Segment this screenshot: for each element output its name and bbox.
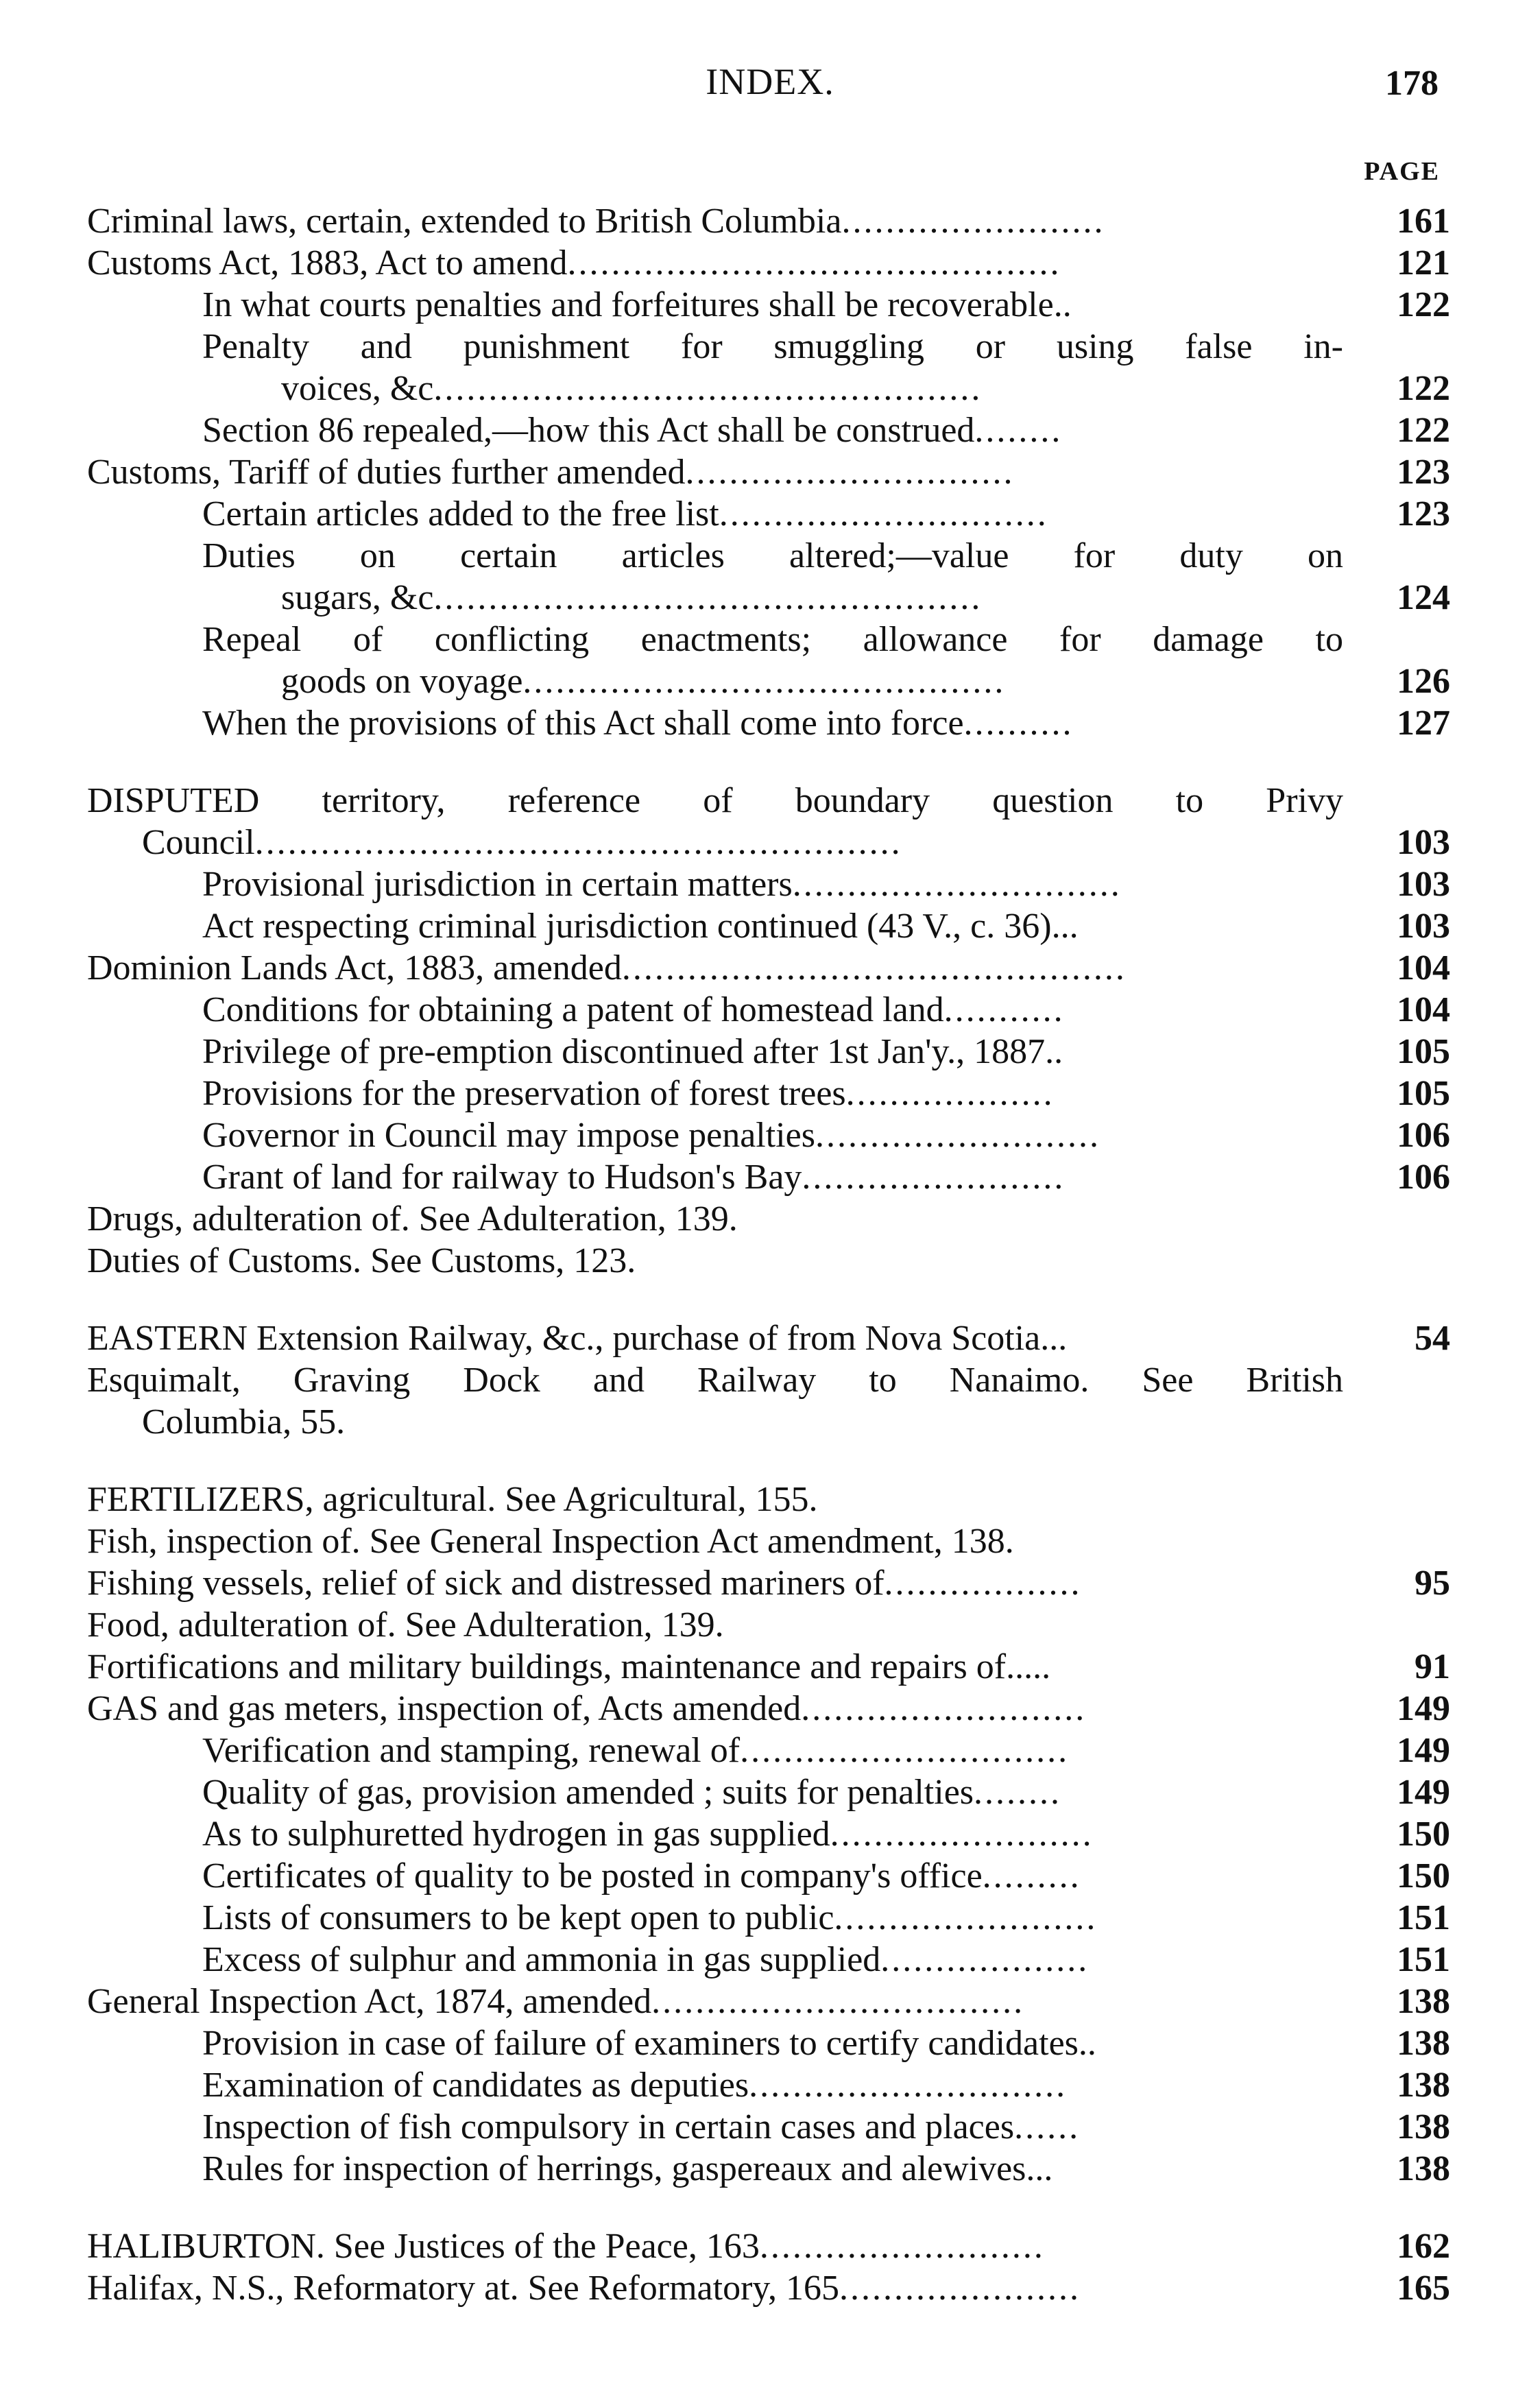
entry-line: Excess of sulphur and ammonia in gas supplied................... xyxy=(202,1940,1090,1979)
index-entry xyxy=(72,1198,1450,1240)
entry-page-number: 54 xyxy=(1415,1319,1450,1358)
entry-text xyxy=(72,284,1343,326)
index-entry xyxy=(72,2267,1450,2309)
entry-line: Duties on certain articles altered;—value for duty on xyxy=(202,536,1343,575)
entry-text xyxy=(72,1240,1343,1282)
entry-line: Duties of Customs. See Customs, 123. xyxy=(87,1241,636,1280)
entry-page-number: 123 xyxy=(1397,494,1450,534)
index-entry xyxy=(72,242,1450,284)
leader-dots: ...................... xyxy=(839,2269,1081,2308)
entry-text xyxy=(72,1897,1343,1939)
leader-dots: ........................ xyxy=(802,1158,1066,1197)
index-subentry xyxy=(72,2106,1450,2148)
entry-page-number: 122 xyxy=(1397,369,1450,408)
index-subentry xyxy=(72,702,1450,744)
entry-line: Examination of candidates as deputies............................. xyxy=(202,2066,1068,2105)
entry-text xyxy=(72,780,1343,863)
leader-dots: ............................................. xyxy=(567,243,1061,283)
entry-page-number: 161 xyxy=(1397,202,1450,241)
entry-page-number: 138 xyxy=(1397,2066,1450,2105)
leader-dots: ........ xyxy=(974,411,1063,450)
entry-text xyxy=(72,702,1343,744)
index-entry xyxy=(72,1646,1450,1688)
index-subentry xyxy=(72,1813,1450,1855)
index-entry xyxy=(72,1240,1450,1282)
entry-line: Inspection of fish compulsory in certain cases and places...... xyxy=(202,2107,1081,2147)
entry-line: HALIBURTON. See Justices of the Peace, 163.......................... xyxy=(87,2227,1045,2266)
entry-page-number: 149 xyxy=(1397,1773,1450,1812)
leader-dots: .............................. xyxy=(792,865,1122,904)
index-subentry xyxy=(72,535,1450,619)
leader-dots: .......................... xyxy=(759,2227,1045,2266)
entry-line: Verification and stamping, renewal of.............................. xyxy=(202,1731,1070,1770)
leader-dots: ........................ xyxy=(834,1898,1098,1937)
index-group xyxy=(72,780,1450,1282)
index-entry xyxy=(72,1604,1450,1646)
index-group xyxy=(72,1317,1450,1443)
entry-text xyxy=(72,1198,1343,1240)
entry-text xyxy=(72,863,1343,905)
index-subentry xyxy=(72,1730,1450,1771)
entry-text xyxy=(72,619,1343,702)
entry-page-number: 138 xyxy=(1397,2149,1450,2188)
leader-dots: .......................... xyxy=(801,1689,1087,1728)
entry-text xyxy=(72,493,1343,535)
entry-line: Esquimalt, Graving Dock and Railway to Nanaimo. See British xyxy=(87,1361,1343,1400)
entry-continuation-line: voices, &c.................................................. xyxy=(281,369,983,408)
entry-line: Grant of land for railway to Hudson's Bay........................ xyxy=(202,1158,1066,1197)
entry-text xyxy=(72,2225,1343,2267)
entry-page-number: 103 xyxy=(1397,907,1450,946)
entry-page-number: 138 xyxy=(1397,1982,1450,2021)
leader-dots: ................... xyxy=(880,1940,1090,1979)
entry-text xyxy=(72,1156,1343,1198)
entry-line: Customs Act, 1883, Act to amend............................................. xyxy=(87,243,1061,283)
index-subentry xyxy=(72,284,1450,326)
entry-page-number: 138 xyxy=(1397,2107,1450,2147)
page-column-label: PAGE xyxy=(1364,157,1440,186)
entry-continuation-line: goods on voyage............................................ xyxy=(281,662,1006,701)
entry-text xyxy=(72,2148,1343,2190)
entry-page-number: 122 xyxy=(1397,285,1450,324)
entry-text xyxy=(72,242,1343,284)
index-entry xyxy=(72,451,1450,493)
leader-dots: .............................. xyxy=(719,494,1048,534)
entry-text xyxy=(72,326,1343,409)
page-title: INDEX. xyxy=(706,61,834,102)
index-subentry xyxy=(72,409,1450,451)
entry-line: Certain articles added to the free list.............................. xyxy=(202,494,1048,534)
entry-text xyxy=(72,1939,1343,1981)
entry-page-number: 150 xyxy=(1397,1856,1450,1896)
entry-text xyxy=(72,2267,1343,2309)
index-subentry xyxy=(72,1031,1450,1073)
index-subentry xyxy=(72,863,1450,905)
leader-dots: .......................... xyxy=(815,1116,1100,1155)
index-entry xyxy=(72,1317,1450,1359)
leader-dots: ...... xyxy=(1014,2107,1081,2147)
index-subentry xyxy=(72,619,1450,702)
leader-dots: ................... xyxy=(845,1074,1055,1113)
index-entry xyxy=(72,1981,1450,2022)
index-subentry xyxy=(72,2022,1450,2064)
entry-line: General Inspection Act, 1874, amended.................................. xyxy=(87,1982,1025,2021)
entry-text xyxy=(72,2106,1343,2148)
index-entry xyxy=(72,1688,1450,1730)
entry-continuation-line: Council........................................................... xyxy=(142,823,902,862)
index-entry xyxy=(72,780,1450,863)
entry-page-number: 123 xyxy=(1397,453,1450,492)
entry-page-number: 104 xyxy=(1397,990,1450,1029)
index-subentry xyxy=(72,1771,1450,1813)
index-subentry xyxy=(72,905,1450,947)
entry-page-number: 104 xyxy=(1397,948,1450,988)
entry-line: Customs, Tariff of duties further amended.............................. xyxy=(87,453,1015,492)
index-subentry xyxy=(72,1897,1450,1939)
entry-text xyxy=(72,947,1343,989)
entry-line: Rules for inspection of herrings, gaspereaux and alewives... xyxy=(202,2149,1053,2188)
entry-text xyxy=(72,1646,1343,1688)
index-entry xyxy=(72,947,1450,989)
entry-page-number: 162 xyxy=(1397,2227,1450,2266)
leader-dots: ............................................ xyxy=(522,662,1006,701)
leader-dots: ........................................................... xyxy=(254,823,902,862)
entry-text xyxy=(72,2022,1343,2064)
index-subentry xyxy=(72,2064,1450,2106)
entry-page-number: 105 xyxy=(1397,1074,1450,1113)
entry-line: EASTERN Extension Railway, &c., purchase of from Nova Scotia... xyxy=(87,1319,1068,1358)
entry-line: As to sulphuretted hydrogen in gas supplied........................ xyxy=(202,1815,1094,1854)
entry-page-number: 165 xyxy=(1397,2269,1450,2308)
entry-page-number: 106 xyxy=(1397,1158,1450,1197)
entry-text xyxy=(72,409,1343,451)
leader-dots: .............................................. xyxy=(621,948,1127,988)
leader-dots: .................................................. xyxy=(433,369,983,408)
entry-line: Criminal laws, certain, extended to British Columbia........................ xyxy=(87,202,1105,241)
entry-text xyxy=(72,1479,1343,1520)
index-group xyxy=(72,2225,1450,2309)
leader-dots: ........ xyxy=(974,1773,1062,1812)
index-subentry xyxy=(72,1939,1450,1981)
entry-line: In what courts penalties and forfeitures shall be recoverable.. xyxy=(202,285,1072,324)
entry-page-number: 95 xyxy=(1415,1564,1450,1603)
entry-line: Fishing vessels, relief of sick and distressed mariners of.................. xyxy=(87,1564,1082,1603)
index-subentry xyxy=(72,1073,1450,1114)
entry-text xyxy=(72,1073,1343,1114)
leader-dots: .......... xyxy=(963,704,1074,743)
leader-dots: .................................................. xyxy=(433,578,983,617)
entry-text xyxy=(72,1604,1343,1646)
index-subentry xyxy=(72,493,1450,535)
entry-page-number: 106 xyxy=(1397,1116,1450,1155)
entry-line: DISPUTED territory, reference of boundary question to Privy xyxy=(87,781,1343,820)
entry-page-number: 126 xyxy=(1397,662,1450,701)
entry-text xyxy=(72,200,1343,242)
index-subentry xyxy=(72,1114,1450,1156)
leader-dots: ........................ xyxy=(841,202,1105,241)
leader-dots: ............................. xyxy=(749,2066,1068,2105)
entry-continuation-line: Columbia, 55. xyxy=(142,1402,346,1442)
entry-line: Food, adulteration of. See Adulteration, 139. xyxy=(87,1605,724,1645)
entry-page-number: 91 xyxy=(1415,1647,1450,1686)
entry-text xyxy=(72,1317,1343,1359)
entry-page-number: 149 xyxy=(1397,1689,1450,1728)
index-entry xyxy=(72,1520,1450,1562)
entry-text xyxy=(72,2064,1343,2106)
index-subentry xyxy=(72,326,1450,409)
page-number: 178 xyxy=(1385,64,1439,103)
entry-line: Lists of consumers to be kept open to public........................ xyxy=(202,1898,1098,1937)
index-subentry xyxy=(72,1855,1450,1897)
entry-text xyxy=(72,905,1343,947)
leader-dots: .................. xyxy=(884,1564,1082,1603)
index-entry xyxy=(72,1359,1450,1443)
index-subentry xyxy=(72,2148,1450,2190)
index-group xyxy=(72,200,1450,744)
entry-line: Governor in Council may impose penalties.......................... xyxy=(202,1116,1100,1155)
entry-page-number: 151 xyxy=(1397,1940,1450,1979)
entry-line: Provisional jurisdiction in certain matters.............................. xyxy=(202,865,1122,904)
entry-page-number: 124 xyxy=(1397,578,1450,617)
entry-text xyxy=(72,451,1343,493)
entry-text xyxy=(72,1562,1343,1604)
entry-line: When the provisions of this Act shall come into force.......... xyxy=(202,704,1074,743)
entry-page-number: 122 xyxy=(1397,411,1450,450)
entry-page-number: 103 xyxy=(1397,823,1450,862)
entry-page-number: 151 xyxy=(1397,1898,1450,1937)
entry-page-number: 149 xyxy=(1397,1731,1450,1770)
index-entry xyxy=(72,200,1450,242)
entry-page-number: 127 xyxy=(1397,704,1450,743)
entry-text xyxy=(72,1114,1343,1156)
entry-line: Section 86 repealed,—how this Act shall be construed........ xyxy=(202,411,1063,450)
entry-page-number: 121 xyxy=(1397,243,1450,283)
index-subentry xyxy=(72,1156,1450,1198)
index-group xyxy=(72,1479,1450,2190)
leader-dots: ........... xyxy=(943,990,1065,1029)
entry-line: Provisions for the preservation of forest trees................... xyxy=(202,1074,1055,1113)
entry-line: Act respecting criminal jurisdiction continued (43 V., c. 36)... xyxy=(202,907,1079,946)
entry-line: Repeal of conflicting enactments; allowance for damage to xyxy=(202,620,1343,659)
entry-line: Penalty and punishment for smuggling or using false in- xyxy=(202,327,1343,366)
entry-line: Fortifications and military buildings, maintenance and repairs of..... xyxy=(87,1647,1051,1686)
entry-text xyxy=(72,1771,1343,1813)
entry-page-number: 103 xyxy=(1397,865,1450,904)
entry-line: Quality of gas, provision amended ; suits for penalties........ xyxy=(202,1773,1062,1812)
entry-line: Fish, inspection of. See General Inspection Act amendment, 138. xyxy=(87,1522,1014,1561)
entry-page-number: 138 xyxy=(1397,2024,1450,2063)
entry-line: Halifax, N.S., Reformatory at. See Reformatory, 165...................... xyxy=(87,2269,1081,2308)
entry-text xyxy=(72,1520,1343,1562)
index-entry xyxy=(72,1562,1450,1604)
entry-text xyxy=(72,1688,1343,1730)
entry-text xyxy=(72,535,1343,619)
entry-text xyxy=(72,1855,1343,1897)
leader-dots: .................................. xyxy=(651,1982,1025,2021)
entry-text xyxy=(72,1031,1343,1073)
index-entry xyxy=(72,2225,1450,2267)
index-entries xyxy=(72,200,1450,2345)
entry-line: Privilege of pre-emption discontinued after 1st Jan'y., 1887.. xyxy=(202,1032,1063,1071)
entry-line: FERTILIZERS, agricultural. See Agricultural, 155. xyxy=(87,1480,818,1519)
entry-line: Conditions for obtaining a patent of homestead land........... xyxy=(202,990,1065,1029)
leader-dots: ......... xyxy=(982,1856,1081,1896)
leader-dots: .............................. xyxy=(685,453,1015,492)
entry-line: Dominion Lands Act, 1883, amended.............................................. xyxy=(87,948,1127,988)
index-subentry xyxy=(72,989,1450,1031)
entry-text xyxy=(72,1730,1343,1771)
entry-text xyxy=(72,989,1343,1031)
entry-line: Certificates of quality to be posted in company's office......... xyxy=(202,1856,1081,1896)
entry-continuation-line: sugars, &c.................................................. xyxy=(281,578,983,617)
entry-line: Provision in case of failure of examiners to certify candidates.. xyxy=(202,2024,1096,2063)
leader-dots: .............................. xyxy=(740,1731,1070,1770)
entry-text xyxy=(72,1813,1343,1855)
entry-page-number: 150 xyxy=(1397,1815,1450,1854)
entry-line: Drugs, adulteration of. See Adulteration, 139. xyxy=(87,1199,738,1239)
leader-dots: ........................ xyxy=(830,1815,1094,1854)
entry-text xyxy=(72,1981,1343,2022)
entry-text xyxy=(72,1359,1343,1443)
index-entry xyxy=(72,1479,1450,1520)
entry-line: GAS and gas meters, inspection of, Acts amended.......................... xyxy=(87,1689,1087,1728)
entry-page-number: 105 xyxy=(1397,1032,1450,1071)
